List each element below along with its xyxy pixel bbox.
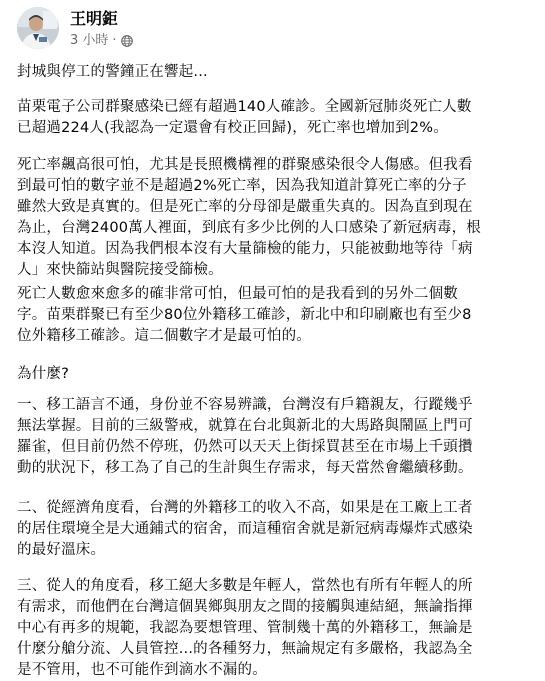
post-paragraph-7: 二、從經濟角度看，台灣的外籍移工的收入不高，如果是在工廠上工者 的居住環境全是大通鋪式的宿舍，而這種宿舍就是新冠病毒爆炸式感染 的最好溫床。 (17, 500, 473, 558)
post-paragraph-4: 死亡人數愈來愈多的確非常可怕，但最可怕的是我看到的另外二個數 字。苗栗群聚已有至少80位外籍移工確診，新北中和印刷廠也有至少8 位外籍移工確診。這二個數字才是最可怕的。 (17, 286, 472, 344)
post-paragraph-8: 三、從人的角度看，移工絕大多數是年輕人，當然也有所有年輕人的所 有需求，而他們在台灣這個異鄉與朋友之間的接觸與連結絕，無論指揮 中心有再多的規範，我認為要想管理、管制幾十萬的外籍移工，無論是 什麼分艙分流、人員管控...的各種努力，無論規定有多嚴格，我認為全 是不管用，也不可能作到滴水不漏的。 (17, 578, 473, 678)
post-header (17, 0, 531, 60)
avatar[interactable] (17, 7, 59, 49)
post-paragraph-3: 死亡率飆高很可怕，尤其是長照機構裡的群聚感染很令人傷感。但我看 到最可怕的數字並不是超過2%死亡率，因為我知道計算死亡率的分子 雖然大致是真實的。但是死亡率的分母卻是嚴重失真的。因為直到現在 為止，台灣2400萬人裡面，到底有多少比例的人口感染了新冠病毒，根 本沒人知道。因為我們根本沒有大量篩檢的能力，只能被動地等待「病 人」來快篩站與醫院接受篩檢。 (17, 157, 481, 278)
post-paragraph-2: 苗栗電子公司群聚感染已經有超過140人確診。全國新冠肺炎死亡人數 已超過224人(我認為一定還會有校正回歸)，死亡率也增加到2%。 (17, 99, 472, 136)
post-paragraph-1: 封城與停工的警鐘正在響起... (17, 64, 208, 80)
post-paragraph-5: 為什麼? (17, 366, 69, 382)
post-time[interactable]: 3 小時 (70, 33, 109, 48)
post-paragraph-6: 一、移工語言不通，身份並不容易辨識，台灣沒有戶籍親友，行蹤幾乎 無法掌握。目前的三級警戒，就算在台北與新北的大馬路與鬧區上門可 羅雀，但目前仍然不停班，仍然可以天天上街採買甚至在市場上千頭攢 動的狀況下，移工為了自己的生計與生存需求，每天當然會繼續移動。 (17, 397, 473, 476)
meta-separator: · (112, 33, 117, 48)
avatar-photo (17, 7, 59, 49)
author-name[interactable]: 王明鉅 (70, 9, 119, 28)
globe-icon (121, 35, 133, 47)
post-meta (70, 32, 133, 49)
